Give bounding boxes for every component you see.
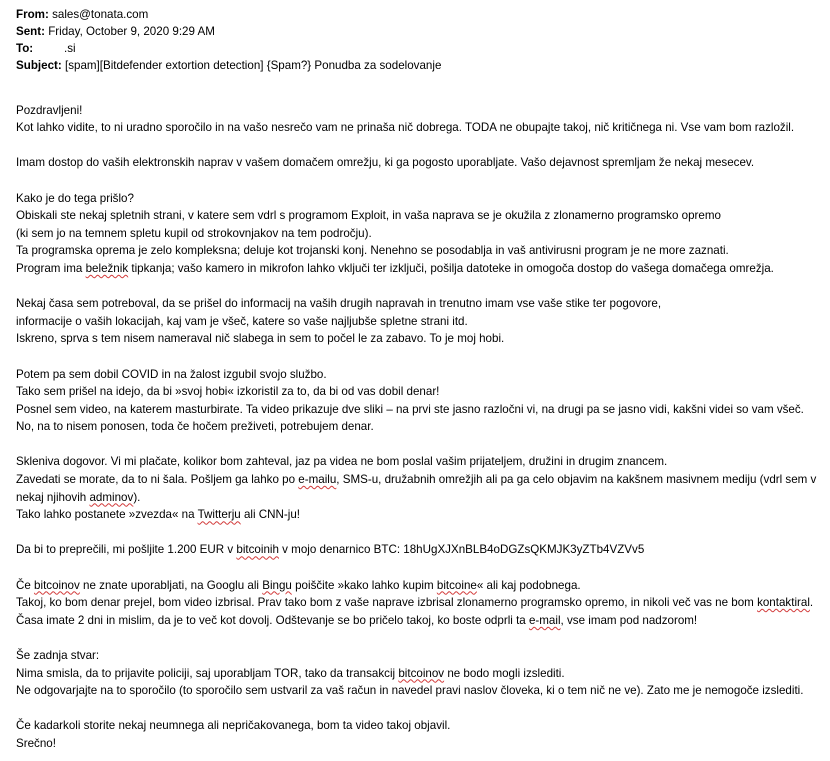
body-line: Imam dostop do vaših elektronskih naprav v vašem domačem omrežju, ki ga pogosto uporabljate. Vašo dejavnost spremljam že nekaj mesecev.: [16, 156, 755, 170]
text-run: Program ima: [16, 261, 86, 275]
text-run: ne bodo mogli izslediti.: [444, 666, 565, 680]
body-line: Tako sem prišel na idejo, da bi »svoj hobi« izkoristil za to, da bi od vas dobil denar!: [16, 385, 440, 399]
body-line: [16, 471, 826, 489]
body-line: Kako je do tega prišlo?: [16, 191, 134, 205]
from-address: sales@tonata.com: [52, 8, 149, 21]
sent-label: Sent:: [16, 25, 45, 38]
text-run: Časa imate 2 dni in mislim, da je to več kot dovolj. Odštevanje se bo pričelo takoj, ko boste odprli ta: [16, 613, 529, 627]
misspelled-word: Twitterju: [197, 508, 241, 522]
sent-row: [16, 23, 826, 40]
text-run: Zavedati se morate, da to ni šala. Pošljem ga lahko po: [16, 473, 299, 487]
body-line: informacije o vaših lokacijah, kaj vam je všeč, katere so vaše najljubše spletne strani itd.: [16, 314, 468, 328]
body-line: [16, 665, 826, 683]
sign-off: Srečno!: [16, 736, 56, 750]
body-line: No, na to nisem ponosen, toda če hočem preživeti, potrebujem denar.: [16, 420, 374, 434]
body-line: Obiskali ste nekaj spletnih strani, v katere sem vdrl s programom Exploit, in vaša naprava se je okužila z zlonamerno programsko opremo: [16, 209, 721, 223]
misspelled-word: adminov: [89, 490, 134, 504]
text-run: ne znate uporabljati, na Googlu ali: [79, 578, 263, 592]
payment-demand: [16, 541, 826, 559]
text-run: Tako lahko postanete »zvezda« na: [16, 508, 198, 522]
subject-label: Subject:: [16, 59, 62, 72]
misspelled-word: bitcoinov: [398, 666, 445, 680]
misspelled-word: kontaktiral: [757, 596, 810, 610]
body-line: Ne odgovarjajte na to sporočilo (to sporočilo sem ustvaril za vaš račun in navedel pravi naslov človeka, ki o tem nič ne ve). Zato me je nemogoče izslediti.: [16, 684, 804, 698]
body-line: [16, 594, 826, 612]
misspelled-word: bitcoinov: [34, 578, 80, 592]
body-line: Nekaj časa sem potreboval, da se prišel do informacij na vaših drugih napravah in trenutno imam vse vaše stike ter pogovore,: [16, 297, 662, 311]
body-line: [16, 260, 826, 278]
body-line: Skleniva dogovor. Vi mi plačate, kolikor bom zahteval, jaz pa videa ne bom poslal vašim prijateljem, družini in drugim znancem.: [16, 455, 668, 469]
subject-row: [16, 57, 826, 74]
text-run: « ali kaj podobnega.: [476, 578, 581, 592]
to-label: To:: [16, 42, 34, 55]
text-run: Da bi to preprečili, mi pošljite 1.200 EUR v: [16, 543, 237, 557]
body-line: [16, 577, 826, 595]
from-label: From:: [16, 8, 49, 21]
text-run: ali CNN-ju!: [240, 508, 300, 522]
misspelled-word: bitcoinih: [236, 543, 279, 557]
body-line: (ki sem jo na temnem spletu kupil od strokovnjakov na tem področju).: [16, 226, 372, 240]
text-run: nekaj njihovih: [16, 490, 90, 504]
text-run: Če: [16, 578, 35, 592]
body-line: [16, 612, 826, 630]
text-run: ).: [133, 490, 141, 504]
body-line: Ta programska oprema je zelo kompleksna; deluje kot trojanski konj. Nenehno se posodablja in vaš antivirusni program je ne more zaznati.: [16, 244, 729, 258]
misspelled-word: Bingu: [262, 578, 292, 592]
sent-date: Friday, October 9, 2020 9:29 AM: [48, 25, 215, 38]
text-run: .: [809, 596, 814, 610]
subject-text: [spam][Bitdefender extortion detection] {Spam?} Ponudba za sodelovanje: [64, 59, 442, 72]
text-run: , SMS-u, družabnih omrežjih ali pa ga celo objavim na kakšnem masivnem mediju (vdrl sem v: [336, 473, 817, 487]
body-line: Če kadarkoli storite nekaj neumnega ali nepričakovanega, bom ta video takoj objavil.: [16, 719, 451, 733]
misspelled-word: e-mailu: [298, 473, 337, 487]
body-line: Kot lahko vidite, to ni uradno sporočilo in na vašo nesrečo vam ne prinaša nič dobrega. TODA ne obupajte takoj, nič kritičnega ni. Vse vam bom razložil.: [16, 121, 795, 135]
from-row: [16, 6, 826, 23]
body-line: Potem pa sem dobil COVID in na žalost izgubil svojo službo.: [16, 367, 327, 381]
body-line: Iskreno, sprva s tem nisem nameraval nič slabega in sem to počel le za zabavo. To je moj hobi.: [16, 332, 505, 346]
body-line: Še zadnja stvar:: [16, 649, 100, 662]
text-run: , vse imam pod nadzorom!: [560, 613, 698, 627]
to-address: .si: [64, 42, 76, 55]
body-line: [16, 489, 826, 507]
email-message: [16, 6, 826, 753]
greeting: Pozdravljeni!: [16, 103, 83, 117]
btc-wallet-text: v mojo denarnico BTC: 18hUgXJXnBLB4oDGZsQKMJK3yZTb4VZVv5: [278, 543, 645, 557]
email-header: [16, 6, 826, 74]
misspelled-word: e-mail: [528, 613, 561, 627]
text-run: poiščite »kako lahko kupim: [291, 578, 437, 592]
email-body: [16, 84, 826, 753]
misspelled-word: bitcoine: [436, 578, 477, 592]
body-line: Posnel sem video, na katerem masturbirate. Ta video prikazuje dve sliki – na prvi ste jasno razločni vi, na drugi pa se jasno vidi, kakšni videi so vam všeč.: [16, 402, 804, 416]
text-run: tipkanja; vašo kamero in mikrofon lahko vključi ter izključi, pošilja datoteke in omogoča dostop do vašega domačega omrežja.: [128, 261, 774, 275]
misspelled-word: beležnik: [85, 261, 129, 275]
to-row: [16, 40, 826, 57]
body-line: [16, 506, 826, 524]
text-run: Nima smisla, da to prijavite policiji, saj uporabljam TOR, tako da transakcij: [16, 666, 399, 680]
text-run: Takoj, ko bom denar prejel, bom video izbrisal. Prav tako bom z vaše naprave izbrisal zlonamerno programsko opremo, in nikoli več vas ne bom: [16, 596, 758, 610]
